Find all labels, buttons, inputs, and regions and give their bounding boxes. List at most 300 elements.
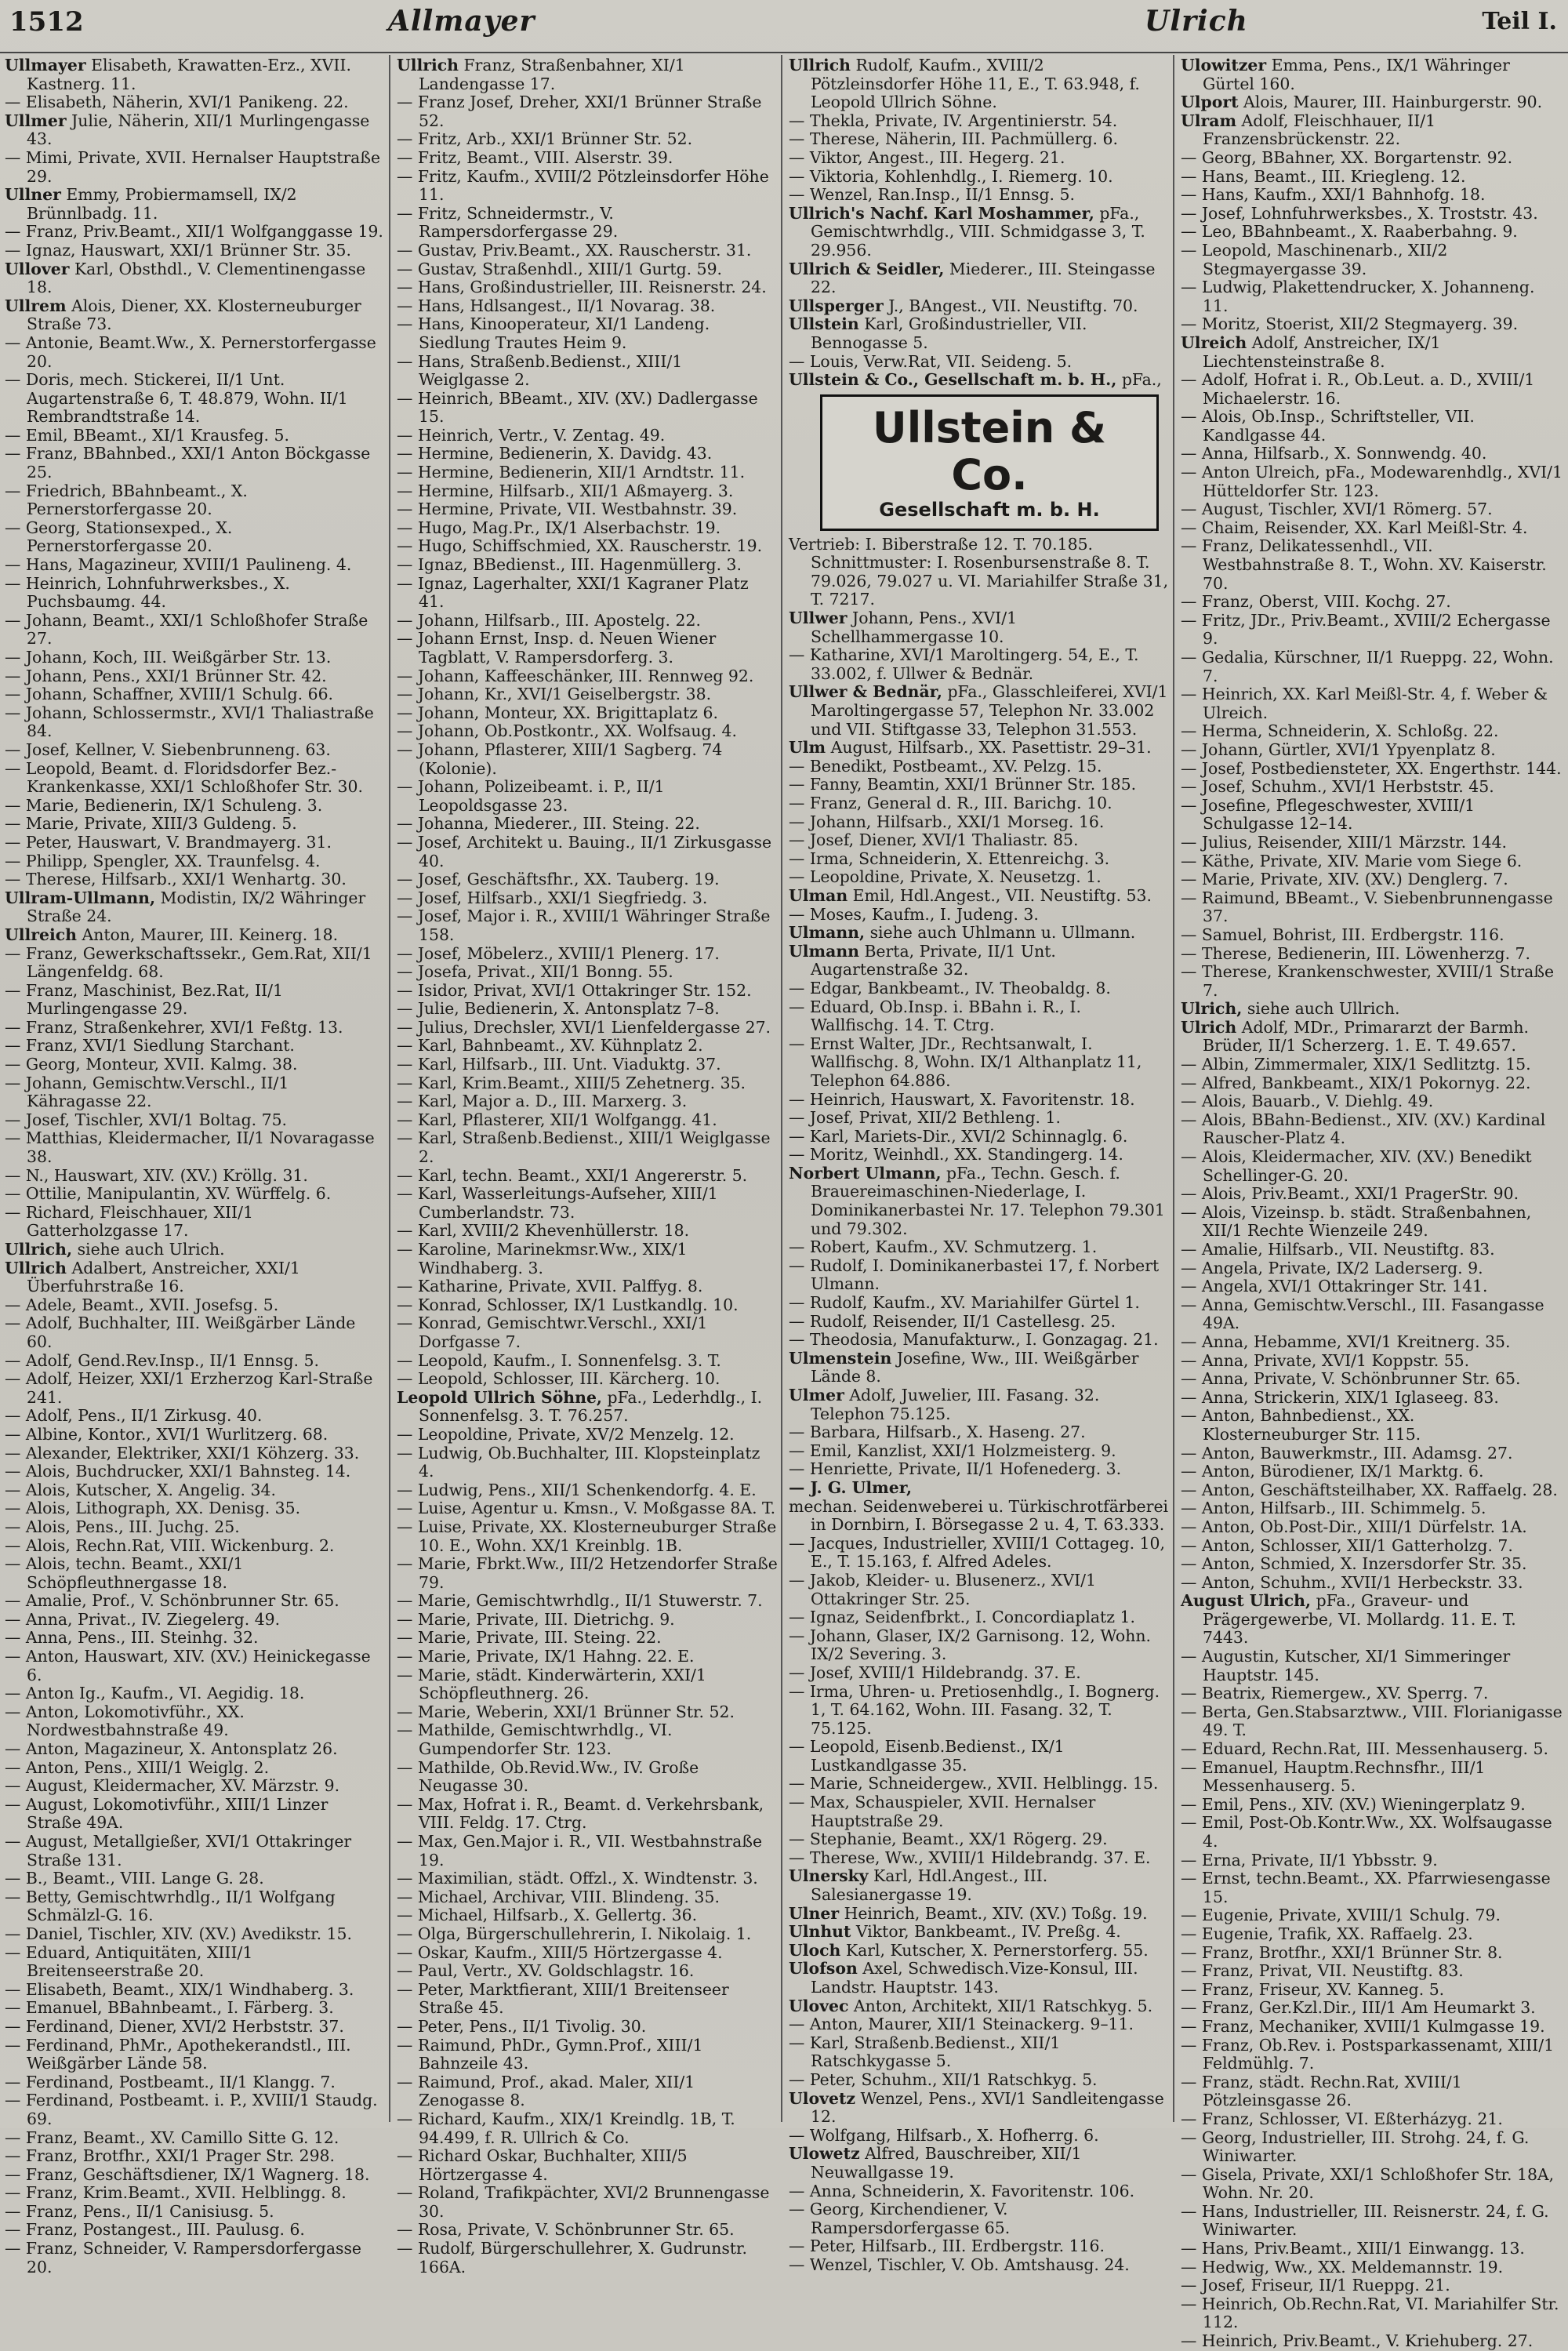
directory-entry [789,776,1170,794]
entry-text: — Peter, Marktfierant, XIII/1 Breitenseer Straße 45. [397,1979,729,2018]
entry-text: — Marie, Private, IX/1 Hahng. 22. E. [397,1647,695,1666]
directory-entry [1181,1444,1563,1463]
entry-text: — Fritz, Kaufm., XVIII/2 Pötzleinsdorfer Höhe 11. [397,166,769,205]
directory-entry [397,149,778,168]
directory-entry [789,2182,1170,2201]
directory-entry [397,260,778,279]
directory-entry [1181,1000,1563,1019]
directory-entry [397,1518,778,1555]
directory-entry [789,1479,1170,1498]
directory-entry [397,56,778,93]
directory-entry [397,1906,778,1925]
entry-text: — Anton, Schlosser, XII/1 Gatterholzg. 7. [1181,1535,1513,1555]
directory-entry [5,1296,386,1315]
entry-text: Anton, Maurer, III. Keinerg. 18. [82,925,339,944]
entry-text: — Karl, Pflasterer, XII/1 Wolfgangg. 41. [397,1110,717,1129]
directory-entry [1181,870,1563,889]
entry-surname: Ulmer [789,1386,844,1404]
entry-surname: Ulmann [789,941,859,961]
directory-entry [789,683,1170,739]
entry-text: — Karl, Bahnbeamt., XV. Kühnplatz 2. [397,1036,703,1056]
entry-text: — Gustav, Priv.Beamt., XX. Rauscherstr. 31. [397,240,752,260]
entry-text: — Hans, Priv.Beamt., XIII/1 Einwangg. 13. [1181,2239,1525,2258]
directory-entry [397,1352,778,1371]
entry-text: — Ferdinand, Postbeamt. i. P., XVIII/1 Staudg. 69. [5,2091,378,2128]
directory-entry [5,870,386,889]
entry-text: — Johann, Kaffeeschänker, III. Rennweg 92. [397,666,754,685]
directory-entry [5,1684,386,1703]
entry-text: — Konrad, Schlosser, IX/1 Lustkandlg. 10. [397,1295,739,1314]
entry-text: — Alois, Lithograph, XX. Denisg. 35. [5,1499,301,1518]
entry-text: — Johann, Koch, III. Weißgärber Str. 13. [5,648,332,667]
directory-entry [397,2184,778,2221]
directory-entry [5,2203,386,2222]
entry-text: — Edgar, Bankbeamt., IV. Theobaldg. 8. [789,978,1111,997]
entry-text: — Wolfgang, Hilfsarb., X. Hofherrg. 6. [789,2125,1099,2145]
entry-text: — Anton, Bahnbedienst., XX. Klosterneuburger Str. 115. [1181,1406,1421,1444]
directory-entry [1181,722,1563,741]
directory-entry [397,1888,778,1907]
directory-entry [5,760,386,797]
entry-text: — Adolf, Hofrat i. R., Ob.Leut. a. D., XVIII/1 Michaelerstr. 16. [1181,370,1535,408]
entry-text: — Anton, Pens., XIII/1 Weiglg. 2. [5,1757,270,1777]
directory-entry [5,334,386,371]
entry-text: — Anton, Schuhm., XVII/1 Herbeckstr. 33. [1181,1572,1523,1592]
directory-entry [789,758,1170,776]
entry-text: — Franz, Brotfhr., XXI/1 Prager Str. 298. [5,2146,336,2166]
directory-entry [1181,1352,1563,1371]
entry-text: — Alois, BBahn-Bedienst., XIV. (XV.) Kardinal Rauscher-Platz 4. [1181,1110,1546,1148]
entry-text: siehe auch Ullrich. [1247,999,1400,1019]
directory-entry [397,1703,778,1722]
directory-entry [5,1944,386,1981]
entry-text: — Hans, Kaufm., XXI/1 Bahnhofg. 18. [1181,185,1486,205]
directory-entry [1181,1111,1563,1148]
entry-text: — Heinrich, Priv.Beamt., V. Kriehuberg. 27. [1181,2331,1534,2351]
entry-text: — Ignaz, BBedienst., III. Hagenmüllerg. 3. [397,555,742,575]
entry-surname: Ulowitzer [1181,56,1267,74]
directory-entry [1181,741,1563,760]
directory-entry [789,1683,1170,1739]
entry-text: — Johann, Hilfsarb., III. Apostelg. 22. [397,610,701,630]
entry-text: — Johann, Ob.Postkontr., XX. Wolfsaug. 4. [397,721,737,741]
directory-entry [789,998,1170,1035]
directory-entry [789,1331,1170,1350]
directory-entry [1181,1333,1563,1352]
entry-text: — Franz, Pens., II/1 Canisiusg. 5. [5,2201,274,2221]
directory-entry [5,427,386,445]
entry-text: — Josef, Tischler, XVI/1 Boltag. 75. [5,1110,288,1129]
directory-entry [397,1499,778,1518]
directory-entry [789,1350,1170,1386]
entry-text: — Eduard, Ob.Insp. i. BBahn i. R., I. Wallfischg. 14. T. Ctrg. [789,997,1081,1035]
directory-entry [1181,1148,1563,1185]
entry-surname: Ulrich [1181,1017,1237,1037]
directory-entry [5,1056,386,1074]
entry-text: — Eugenie, Private, XVIII/1 Schulg. 79. [1181,1906,1501,1925]
page-number: 1512 [9,6,84,38]
entry-text: — Konrad, Gemischtwr.Verschl., XXI/1 Dorfgasse 7. [397,1314,708,1351]
entry-text: — Franz, BBahnbed., XXI/1 Anton Böckgasse 25. [5,444,371,482]
entry-text: — Alois, Kleidermacher, XIV. (XV.) Benedikt Schellinger-G. 20. [1181,1147,1532,1185]
directory-entry [397,1019,778,1037]
directory-entry [789,1608,1170,1627]
entry-text: — Johann, Kr., XVI/1 Geiselbergstr. 38. [397,685,712,704]
directory-entry [1181,1944,1563,1963]
directory-entry [5,112,386,149]
directory-entry [789,315,1170,352]
entry-text: — Ludwig, Plakettendrucker, X. Johanneng. 11. [1181,278,1535,315]
directory-entry [5,1444,386,1463]
directory-entry [789,2071,1170,2090]
directory-entry [789,1923,1170,1942]
directory-entry [1181,242,1563,278]
entry-text: — Emil, Pens., XIV. (XV.) Wieningerplatz 9. [1181,1794,1526,1814]
entry-surname: Ullmayer [5,56,86,74]
directory-entry [789,1460,1170,1479]
entry-text: — Anna, Strickerin, XIX/1 Iglaseeg. 83. [1181,1387,1499,1407]
entry-text: — Alfred, Bankbeamt., XIX/1 Pokornyg. 22. [1181,1073,1531,1092]
entry-text: — Augustin, Kutscher, XI/1 Simmeringer Hauptstr. 145. [1181,1647,1511,1684]
directory-entry [5,685,386,704]
entry-text: — Michael, Archivar, VIII. Blindeng. 35. [397,1887,720,1906]
entry-text: — Ernst Walter, JDr., Rechtsanwalt, I. Wallfischg. 8, Wohn. IX/1 Althanplatz 11, Telephon 64.886. [789,1034,1142,1090]
ad-subtitle: Gesellschaft m. b. H. [879,498,1100,521]
entry-text: — August, Tischler, XVI/1 Römerg. 57. [1181,500,1493,519]
entry-text: — Johann, Glaser, IX/2 Garnisong. 12, Wohn. IX/2 Severing. 3. [789,1626,1151,1664]
entry-text: — Josefa, Privat., XII/1 Bonng. 55. [397,962,673,982]
directory-entry [5,612,386,649]
entry-text: — Moses, Kaufm., I. Judeng. 3. [789,904,1039,924]
directory-entry [397,1870,778,1888]
directory-entry [397,1370,778,1389]
entry-text: — Johann Ernst, Insp. d. Neuen Wiener Tagblatt, V. Rampersdorferg. 3. [397,629,717,667]
directory-entry [789,1109,1170,1128]
directory-entry [1181,1703,1563,1740]
entry-text: — Josef, Geschäftsfhr., XX. Tauberg. 19. [397,870,720,889]
entry-text: — Franz, städt. Rechn.Rat, XVIII/1 Pötzleinsgasse 26. [1181,2072,1462,2110]
directory-entry [397,1962,778,1981]
entry-text: — Therese, Ww., XVIII/1 Hildebrandg. 37. E. [789,1848,1151,1867]
entry-text: — Josefine, Pflegeschwester, XVIII/1 Schulgasse 12–14. [1181,795,1475,834]
directory-entry [397,1444,778,1481]
entry-text: — Karl, Straßenb.Bedienst., XIII/1 Weiglgasse 2. [397,1128,771,1167]
directory-entry [1181,500,1563,519]
entry-surname: Ulovetz [789,2088,855,2108]
directory-entry [397,741,778,778]
entry-text: Adolf, Fleischhauer, II/1 Franzensbrückenstr. 22. [1203,111,1436,149]
entry-text: — Franz, General d. R., III. Barichg. 10. [789,794,1112,812]
entry-text: — Ignaz, Seidenfbrkt., I. Concordiaplatz 1. [789,1608,1135,1627]
entry-text: — Josef, Diener, XVI/1 Thaliastr. 85. [789,830,1079,850]
entry-text: — Adolf, Heizer, XXI/1 Erzherzog Karl-Straße 241. [5,1369,373,1407]
directory-entry [5,260,386,297]
directory-entry [1181,2166,1563,2203]
entry-text: — Franz, Krim.Beamt., XVII. Helblingg. 8. [5,2183,347,2203]
entry-text: — Josef, XVIII/1 Hildebrandg. 37. E. [789,1662,1081,1682]
directory-entry [1181,1999,1563,2018]
directory-entry [5,1407,386,1426]
entry-text: — Karl, Wasserleitungs-Aufseher, XIII/1 Cumberlandstr. 73. [397,1184,718,1222]
directory-entry [789,186,1170,205]
directory-entry [789,739,1170,758]
entry-text: — Eduard, Rechn.Rat, III. Messenhauserg. 5. [1181,1739,1548,1759]
directory-entry [1181,2240,1563,2258]
entry-text: — Oskar, Kaufm., XIII/5 Hörtzergasse 4. [397,1942,723,1962]
entry-surname: Ulnhut [789,1922,851,1942]
directory-entry [789,1146,1170,1165]
directory-entry [1181,1499,1563,1518]
entry-text: — August, Kleidermacher, XV. Märzstr. 9. [5,1776,340,1796]
directory-entry [397,778,778,815]
directory-entry [5,834,386,852]
directory-entry [789,2127,1170,2146]
directory-entry [5,556,386,575]
directory-entry [1181,1574,1563,1593]
directory-entry [397,630,778,667]
entry-text: — Ignaz, Hauswart, XXI/1 Brünner Str. 35. [5,240,351,260]
directory-entry [5,149,386,186]
directory-entry [1181,205,1563,223]
entry-text: — Heinrich, Lohnfuhrwerksbes., X. Puchsbaumg. 44. [5,573,290,612]
entry-text: — Therese, Krankenschwester, XVIII/1 Straße 7. [1181,962,1555,1000]
directory-entry [1181,1463,1563,1481]
entry-text: Elisabeth, Krawatten-Erz., XVII. Kastnerg. 11. [27,56,351,93]
directory-entry [1181,2258,1563,2277]
directory-entry [789,1572,1170,1608]
directory-entry [397,2073,778,2110]
directory-entry [789,1775,1170,1793]
directory-entry [5,1314,386,1351]
entry-text: — Erna, Private, II/1 Ybbsstr. 9. [1181,1850,1438,1870]
entry-text: siehe auch Uhlmann u. Ullmann. [869,923,1136,943]
entry-text: — Georg, Kirchendiener, V. Rampersdorfergasse 65. [789,2200,1011,2237]
directory-entry [789,924,1170,943]
entry-text: — Anton, Hilfsarb., III. Schimmelg. 5. [1181,1499,1486,1518]
entry-text: — Hermine, Bedienerin, XII/1 Arndtstr. 11. [397,463,746,482]
directory-entry [789,2015,1170,2034]
entry-text: — Anton, Hauswart, XIV. (XV.) Heinickegasse 6. [5,1647,371,1684]
directory-entry [789,1942,1170,1960]
entry-text: Johann, Pens., XVI/1 Schellhammergasse 10. [811,609,1018,646]
entry-text: — Anton, Maurer, XII/1 Steinackerg. 9–11. [789,2015,1134,2034]
directory-entry [5,56,386,93]
entry-text: — Leopold, Beamt. d. Floridsdorfer Bez.-Krankenkasse, XXI/1 Schloßhofer Str. 30. [5,758,363,797]
entry-text: — Anton, Magazineur, X. Antonsplatz 26. [5,1739,338,1759]
entry-text: — Fanny, Beamtin, XXI/1 Brünner Str. 185. [789,775,1137,794]
entry-text: — Anton Ulreich, pFa., Modewarenhdlg., XVI/1 Hütteldorfer Str. 123. [1181,463,1563,500]
directory-entry [397,297,778,316]
entry-text: — Alois, Kutscher, X. Angelig. 34. [5,1480,276,1499]
entry-surname: Norbert Ulmann, [789,1163,942,1183]
directory-entry [1181,371,1563,408]
entry-text: Karl, Kutscher, X. Pernerstorferg. 55. [845,1940,1149,1960]
entry-text: — Barbara, Hilfsarb., X. Haseng. 27. [789,1423,1086,1442]
directory-entry [789,1423,1170,1442]
entry-text: — Fritz, Beamt., VIII. Alserstr. 39. [397,147,673,167]
entry-text: — Marie, Private, XIV. (XV.) Denglerg. 7. [1181,870,1508,889]
entry-text: — Katharine, Private, XVII. Palffyg. 8. [397,1277,703,1296]
directory-entry [397,242,778,260]
entry-text: — Theodosia, Manufakturw., I. Gonzagag. 21. [789,1330,1159,1350]
entry-text: — Julie, Bedienerin, X. Antonsplatz 7–8. [397,999,720,1019]
directory-entry [1181,463,1563,500]
entry-text: — Marie, Bedienerin, IX/1 Schuleng. 3. [5,795,323,815]
entry-surname: Uloch [789,1940,841,1960]
entry-text: — Johann, Schlossermstr., XVI/1 Thaliastraße 84. [5,703,374,741]
running-head-right: Ulrich [1145,5,1248,38]
directory-entry [1181,760,1563,779]
directory-entry [397,427,778,445]
entry-text: — Antonie, Beamt.Ww., X. Pernerstorfergasse 20. [5,332,376,371]
directory-entry [5,2091,386,2128]
entry-text: — Anton Ig., Kaufm., VI. Aegidig. 18. [5,1684,305,1703]
directory-entry [789,1091,1170,1110]
entry-text: — Johann, Hilfsarb., XXI/1 Morseg. 16. [789,812,1105,831]
entry-text: — Josef, Architekt u. Bauing., II/1 Zirkusgasse 40. [397,832,772,870]
directory-entry [397,1296,778,1315]
entry-surname: Ulovec [789,1996,849,2015]
entry-text: siehe auch Ulrich. [77,1240,225,1259]
entry-text: — Franz, Postangest., III. Paulusg. 6. [5,2220,305,2240]
directory-entry [1181,186,1563,205]
entry-surname: Leopold Ullrich Söhne, [397,1387,603,1407]
directory-entry [789,56,1170,112]
entry-text: — Mathilde, Ob.Revid.Ww., IV. Große Neugasse 30. [397,1757,699,1796]
entry-text: — Jakob, Kleider- u. Blusenerz., XVI/1 Ottakringer Str. 25. [789,1570,1096,1608]
entry-text: Julie, Näherin, XII/1 Murlingengasse 43. [27,111,370,149]
directory-entry [1181,797,1563,834]
entry-text: — Rudolf, Bürgerschullehrer, X. Gudrunstr. 166A. [397,2239,748,2277]
entry-text: — Alois, Priv.Beamt., XXI/1 PragerStr. 90. [1181,1184,1519,1204]
directory-entry [5,186,386,223]
entry-text: — Anna, Schneiderin, X. Favoritenstr. 106. [789,2181,1135,2200]
entry-surname: Ullover [5,259,70,278]
directory-entry [789,149,1170,168]
entry-text: — Moritz, Weinhdl., XX. Standingerg. 14. [789,1145,1123,1165]
entry-text: Vertrieb: I. Biberstraße 12. T. 70.185. Schnittmuster: I. Rosenbursenstraße 8. T. 79.026, 79.027 u. VI. Mariahilfer Straße 31, T. 7217. [789,534,1169,609]
entry-text: — Samuel, Bohrist, III. Erdbergstr. 116. [1181,925,1504,944]
column-2 [392,55,782,2277]
directory-entry [1181,315,1563,334]
directory-entry [397,2037,778,2073]
entry-text: Franz, Straßenbahner, XI/1 Landengasse 17. [419,56,685,93]
entry-text: Karl, Obsthdl., V. Clementinengasse 18. [27,259,366,297]
directory-entry [5,297,386,334]
entry-text: — Marie, Gemischtwrhdlg., II/1 Stuwerstr. 7. [397,1591,763,1611]
directory-entry [397,390,778,427]
directory-entry [5,1888,386,1925]
entry-text: — Karl, Hilfsarb., III. Unt. Viaduktg. 37. [397,1055,721,1074]
entry-text: — Karl, Straßenb.Bedienst., XII/1 Ratschkygasse 5. [789,2033,1061,2071]
directory-entry [789,353,1170,372]
directory-entry [397,1944,778,1963]
entry-text: — Fritz, Schneidermstr., V. Rampersdorfergasse 29. [397,203,619,242]
directory-entry [5,2221,386,2240]
entry-text: — Ludwig, Pens., XII/1 Schenkendorfg. 4. E. [397,1480,757,1499]
entry-text: — Paul, Vertr., XV. Goldschlagstr. 16. [397,1961,695,1981]
entry-text: — Anton, Schmied, X. Inzersdorfer Str. 35. [1181,1554,1527,1574]
entry-text: — Georg, Monteur, XVII. Kalmg. 38. [5,1055,298,1074]
entry-surname: Ulram [1181,111,1237,130]
directory-entry [789,2145,1170,2182]
directory-entry [789,1035,1170,1091]
entry-text: — Katharine, XVI/1 Maroltingerg. 54, E., T. 33.002, f. Ullwer & Bednär. [789,645,1139,683]
entry-text: — Richard, Kaufm., XIX/1 Kreindlg. 1B, T. 94.499, f. R. Ullrich & Co. [397,2109,735,2147]
entry-text: — Anna, Hebamme, XVI/1 Kreitnerg. 35. [1181,1332,1511,1351]
entry-text: — Philipp, Spengler, XX. Traunfelsg. 4. [5,851,321,870]
entry-text: — Herma, Schneiderin, X. Schloßg. 22. [1181,721,1499,741]
directory-entry [5,667,386,686]
entry-text: — Anton, Geschäftsteilhaber, XX. Raffaelg. 28. [1181,1480,1558,1499]
directory-entry [397,2147,778,2184]
entry-text: — Adolf, Buchhalter, III. Weißgärber Lände 60. [5,1314,356,1351]
entry-surname: Ullner [5,185,61,205]
directory-entry [789,1238,1170,1257]
directory-entry [5,575,386,612]
directory-entry [789,868,1170,887]
directory-entry [1181,2129,1563,2166]
entry-text: — Alexander, Elektriker, XXI/1 Köhzerg. 33. [5,1443,360,1463]
directory-entry [789,1830,1170,1849]
entry-text: — Gisela, Private, XXI/1 Schloßhofer Str. 18A, Wohn. Nr. 20. [1181,2164,1555,2203]
directory-entry [1181,519,1563,538]
entry-text: — Hans, Hdlsangest., II/1 Novarag. 38. [397,296,716,315]
directory-entry [397,278,778,297]
directory-entry [1181,1981,1563,2000]
entry-text: — Leopold, Kaufm., I. Sonnenfelsg. 3. T. [397,1350,721,1370]
entry-text: — B., Beamt., VIII. Lange G. 28. [5,1869,264,1888]
directory-entry [397,1759,778,1796]
directory-entry [397,667,778,686]
entry-text: — Eugenie, Trafik, XX. Raffaelg. 23. [1181,1924,1473,1943]
entry-surname: Ulofson [789,1959,858,1979]
entry-text: — Peter, Schuhm., XII/1 Ratschkyg. 5. [789,2069,1098,2089]
entry-text: — Emil, Kanzlist, XXI/1 Holzmeisterg. 9. [789,1441,1116,1460]
entry-text: mechan. Seidenweberei u. Türkischrotfärberei in Dornbirn, I. Börsegasse 2 u. 4, T. 63.333. [789,1496,1169,1535]
directory-entry [1181,1592,1563,1648]
directory-entry [789,1849,1170,1868]
directory-entry [1181,1851,1563,1870]
entry-surname: Ullrem [5,296,67,315]
entry-text: — Hans, Kinooperateur, XI/1 Landeng. Siedlung Trautes Heim 9. [397,314,710,352]
directory-entry [397,685,778,704]
entry-surname: Ullstein & Co., Gesellschaft m. b. H., [789,370,1117,390]
entry-text: — Leopold, Eisenb.Bedienst., IX/1 Lustkandlgasse 35. [789,1737,1065,1775]
directory-entry [397,889,778,908]
directory-entry [1181,778,1563,797]
entry-text: — Josef, Kellner, V. Siebenbrunneng. 63. [5,739,331,759]
directory-entry [1181,1537,1563,1556]
entry-text: pFa., Graveur- und Prägergewerbe, VI. Mollardg. 11. E. T. 7443. [1203,1591,1516,1648]
entry-surname: Ulm [789,738,826,758]
entry-text: — Matthias, Kleidermacher, II/1 Novaragasse 38. [5,1128,375,1167]
entry-text: Emma, Pens., IX/1 Währinger Gürtel 160. [1203,56,1510,93]
directory-entry [397,870,778,889]
directory-entry [789,260,1170,297]
entry-text: — Alois, Pens., III. Juchg. 25. [5,1517,240,1536]
directory-entry [397,519,778,538]
directory-entry [1181,2073,1563,2110]
entry-text: — Peter, Pens., II/1 Tivolig. 30. [397,2016,647,2036]
entry-text: Anton, Architekt, XII/1 Ratschkyg. 5. [853,1996,1153,2015]
entry-text: Karl, Großindustrieller, VII. Bennogasse 5. [811,314,1087,352]
directory-entry [1181,1185,1563,1204]
directory-entry [5,2037,386,2073]
directory-entry [789,1386,1170,1423]
directory-entry [397,982,778,1001]
directory-entry [397,1277,778,1296]
